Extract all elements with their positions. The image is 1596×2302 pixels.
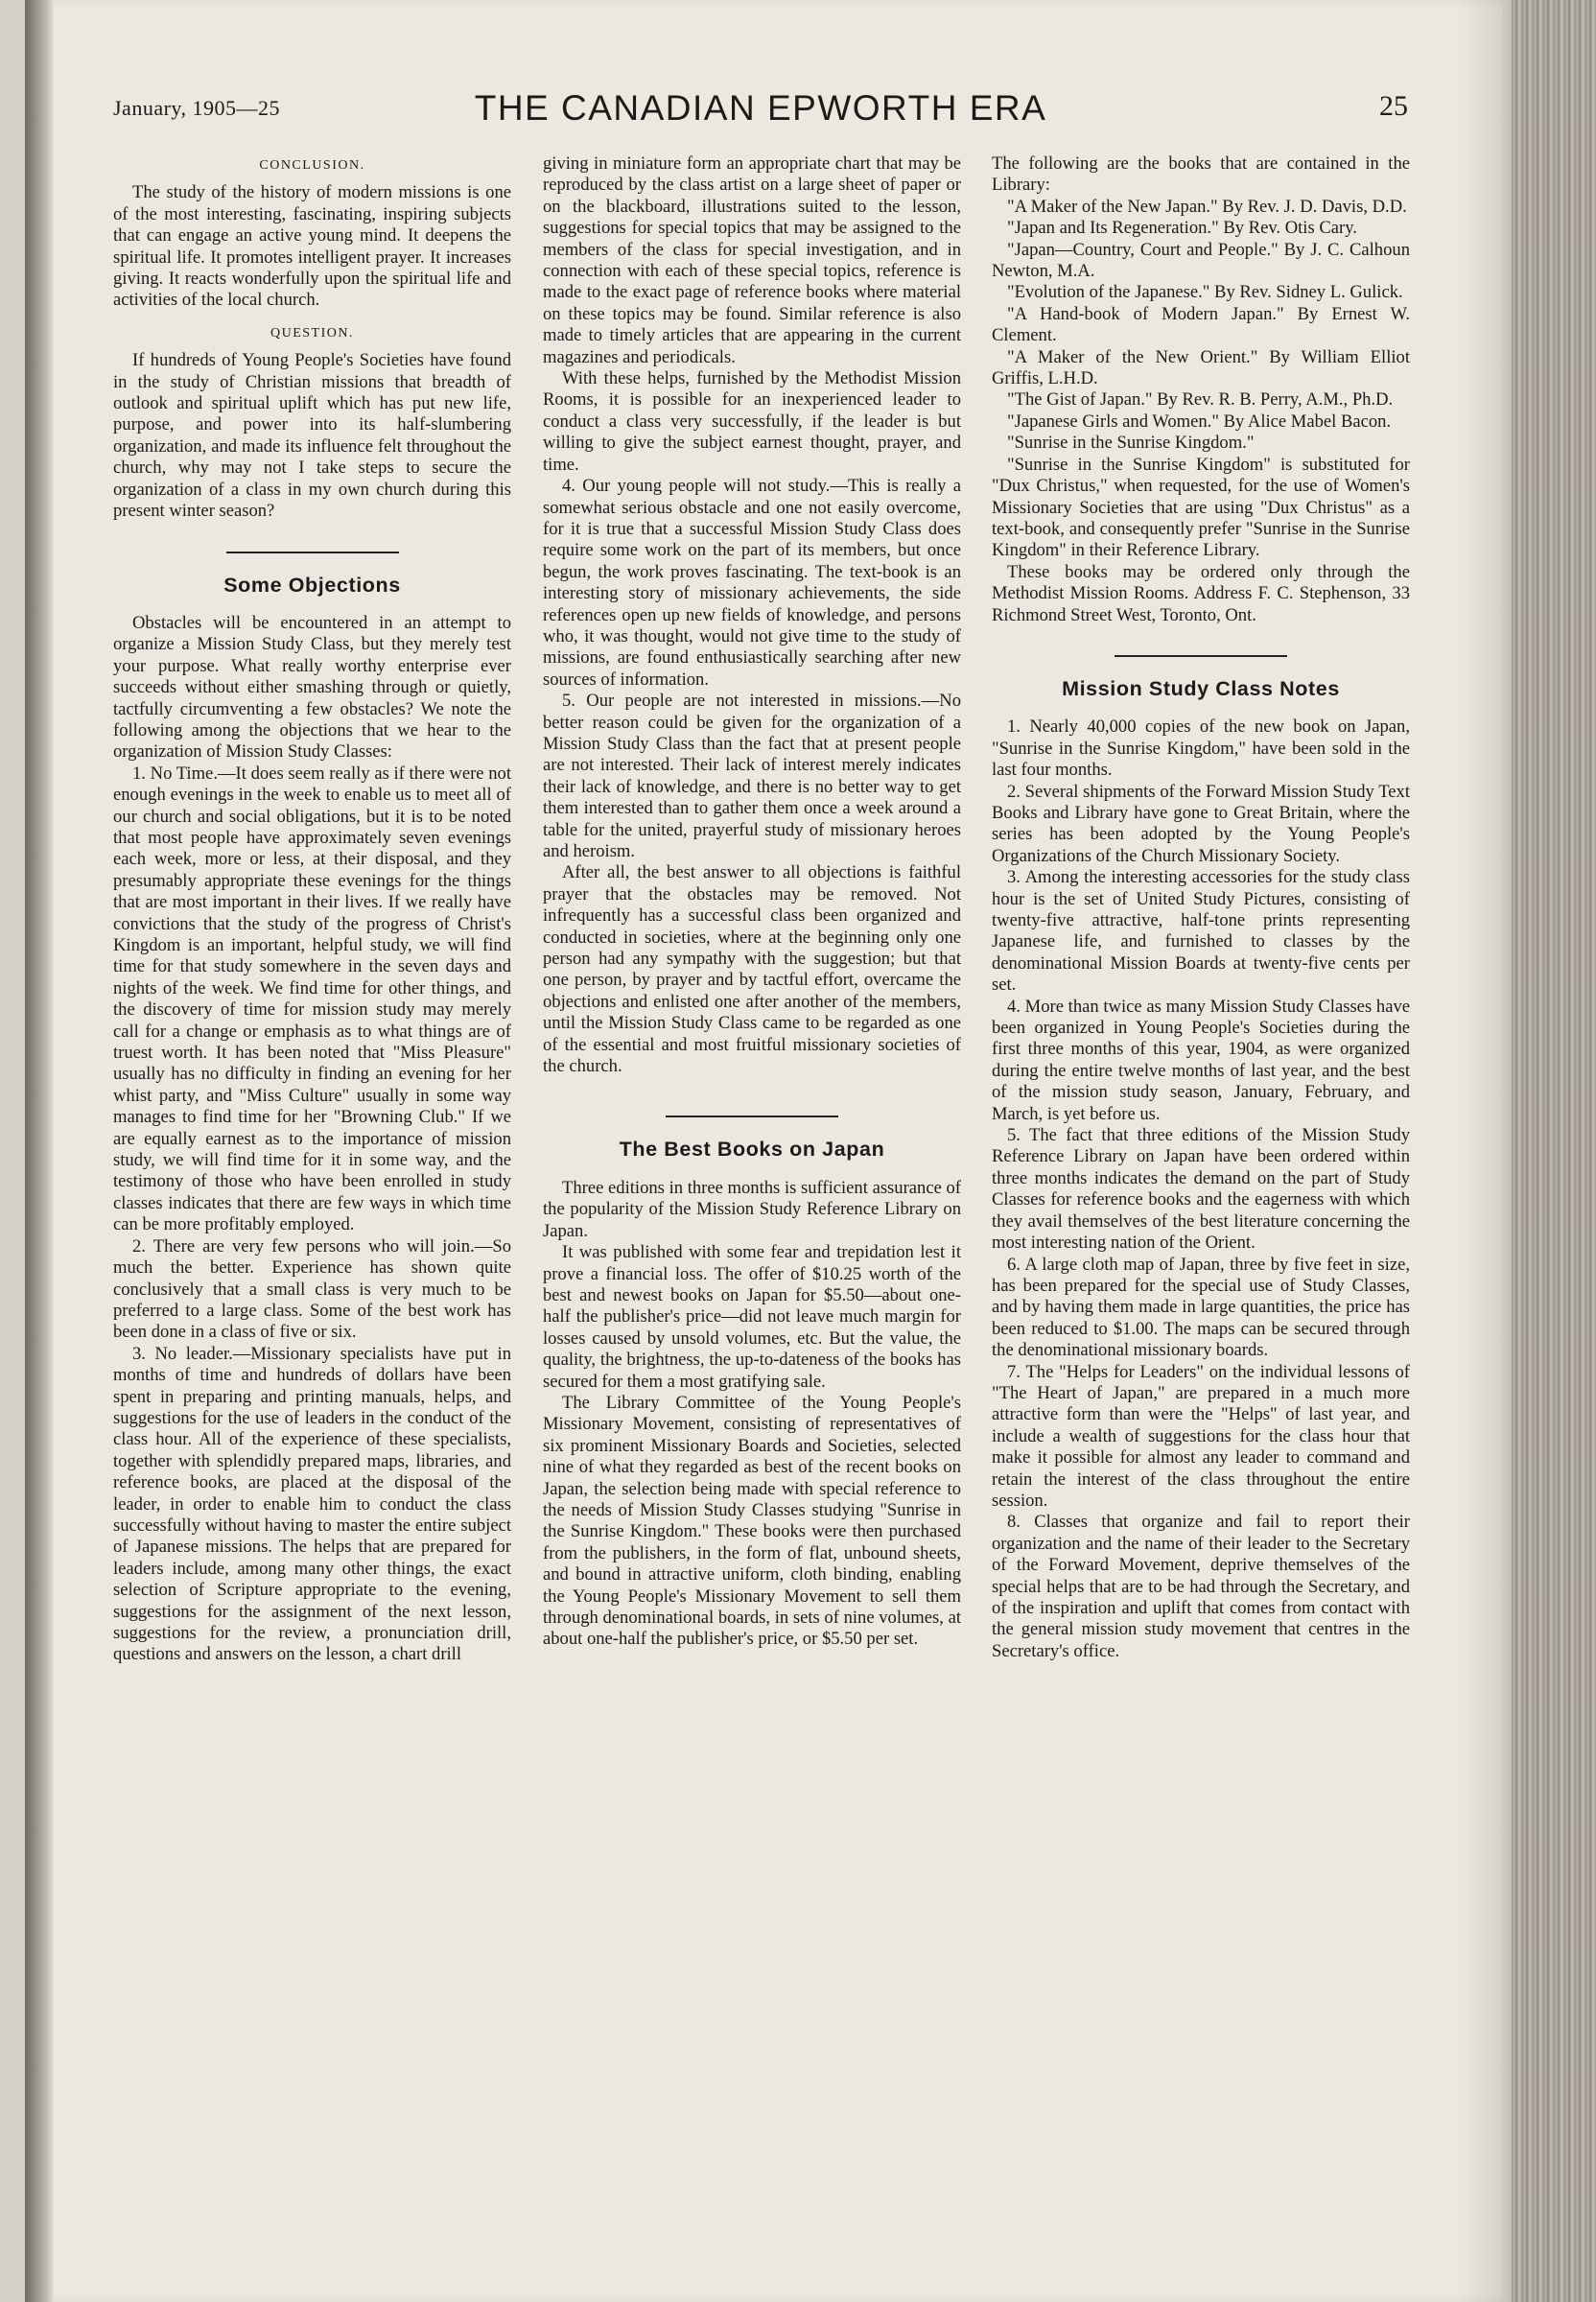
- objection-5: 5. Our people are not interested in missions.—No better reason could be given for the organization of a Mission Study Class than the fact that at present people are not interested. Their lack of interest merely indicates their lack of knowledge, and there is no better way to get them interested than to gather them once a week around a table for the united, prayerful study of missionary heroes and heroism.: [543, 691, 961, 861]
- note-2: 2. Several shipments of the Forward Mission Study Text Books and Library have gone to Great Britain, where the series has been adopted by the Young People's Organizations of the Church Missionary Society.: [992, 781, 1410, 866]
- objections-intro: Obstacles will be encountered in an attempt to organize a Mission Study Class, but they merely test your purpose. What really worthy enterprise ever succeeds without either smashing through or quietly, tactfully circumventing a few obstacles? We note the following among the objections that we hear to the organization of Mission Study Classes:: [113, 612, 511, 763]
- books-intro: The following are the books that are contained in the Library:: [992, 153, 1410, 196]
- column-1: [113, 153, 511, 1666]
- book-list-item: "A Hand-book of Modern Japan." By Ernest W. Clement.: [992, 303, 1410, 346]
- book-binding-edge: [1512, 0, 1596, 2302]
- note-3: 3. Among the interesting accessories for the study class hour is the set of United Study Pictures, consisting of twenty-five attractive, half-tone prints representing Japanese life, and furnished to classes by the denominational Mission Boards at twenty-five cents per set.: [992, 867, 1410, 996]
- question-paragraph: If hundreds of Young People's Societies have found in the study of Christian missions that breadth of outlook and spiritual uplift which has put new life, purpose, and power into its half-slumbering organization, and made its influence felt throughout the church, why may not I take steps to secure the organization of a class in my own church during this present winter season?: [113, 350, 511, 522]
- objection-2: 2. There are very few persons who will join.—So much the better. Experience has shown quite conclusively that a small class is very much to be preferred to a large class. Some of the best work has been done in a class of five or six.: [113, 1235, 511, 1343]
- book-list-item: "Evolution of the Japanese." By Rev. Sidney L. Gulick.: [1007, 282, 1403, 303]
- books-paragraph-3: The Library Committee of the Young People's Missionary Movement, consisting of representatives of six prominent Missionary Boards and Societies, selected nine of what they regarded as best of the recent books on Japan, the selection being made with special reference to the needs of Mission Study Classes studying "Sunrise in the Sunrise Kingdom." These books were then purchased from the publishers, in the form of flat, unbound sheets, and bound in attractive uniform, cloth binding, enabling the Young People's Missionary Movement to sell them through denominational boards, in sets of nine volumes, at about one-half the publisher's price, or $5.50 per set.: [543, 1392, 961, 1650]
- book-list-item: "Sunrise in the Sunrise Kingdom.": [1007, 433, 1255, 454]
- note-5: 5. The fact that three editions of the Mission Study Reference Library on Japan have been ordered within three months indicates the demand on the part of Study Classes for reference books and the eagerness with which they avail themselves of the best literature concerning the most interesting nation of the Orient.: [992, 1125, 1410, 1254]
- section-divider: [1115, 655, 1287, 657]
- binding-shadow: [1458, 0, 1515, 2302]
- note-1: 1. Nearly 40,000 copies of the new book on Japan, "Sunrise in the Sunrise Kingdom," have been sold in the last four months.: [992, 716, 1410, 781]
- section-divider: [666, 1116, 838, 1117]
- page-left-edge: [25, 0, 54, 2302]
- books-paragraph-1: Three editions in three months is sufficient assurance of the popularity of the Mission Study Reference Library on Japan.: [543, 1177, 961, 1241]
- section-divider: [226, 552, 399, 553]
- books-paragraph-2: It was published with some fear and trepidation lest it prove a financial loss. The offer of $10.25 worth of the best and newest books on Japan for $5.50—about one-half the publisher's price—did not leave much margin for losses caused by unsold volumes, etc. But the value, the quality, the brightness, the up-to-dateness of the books has secured for them a most gratifying sale.: [543, 1242, 961, 1392]
- note-7: 7. The "Helps for Leaders" on the individual lessons of "The Heart of Japan," are prepared in a much more attractive form than were the "Helps" of last year, and include a wealth of suggestions for the class hour that make it possible for almost any leader to command and retain the interest of the class throughout the entire session.: [992, 1361, 1410, 1511]
- page-header: [113, 88, 1408, 127]
- objection-3-continuation: giving in miniature form an appropriate chart that may be reproduced by the class artist on a large sheet of paper or on the blackboard, illustrations suited to the lesson, suggestions for special topics that may be assigned to the members of the class for special investigation, and in connection with each of these special topics, reference is made to the exact page of reference books where material on these topics may be found. Similar reference is also made to timely articles that are appearing in the current magazines and periodicals.: [543, 153, 961, 367]
- book-list-item: "The Gist of Japan." By Rev. R. B. Perry, A.M., Ph.D.: [1007, 389, 1394, 411]
- mission-study-notes-title: Mission Study Class Notes: [1062, 676, 1340, 700]
- objection-3: 3. No leader.—Missionary specialists have put in months of time and hundreds of dollars have been spent in preparing and printing manuals, helps, and suggestions for the use of leaders in the conduct of the class hour. All of the experience of these specialists, together with splendidly prepared maps, libraries, and reference books, are placed at the disposal of the leader, in order to enable him to conduct the class successfully without having to master the entire subject of Japanese missions. The helps that are prepared for leaders include, among many other things, the exact selection of Scripture appropriate to the evening, suggestions for the assignment of the next lesson, suggestions for the review, a pronunciation drill, questions and answers on the lesson, a chart drill: [113, 1343, 511, 1665]
- issue-date: January, 1905—25: [113, 96, 280, 120]
- magazine-title: THE CANADIAN EPWORTH ERA: [474, 88, 1047, 128]
- some-objections-title: Some Objections: [223, 573, 401, 597]
- question-heading: QUESTION.: [270, 325, 354, 341]
- book-list-item: "Japan and Its Regeneration." By Rev. Otis Cary.: [1007, 218, 1357, 239]
- after-all-paragraph: After all, the best answer to all objections is faithful prayer that the obstacles may be removed. Not infrequently has a successful class been organized and conducted in societies, where at the beginning only one person had any sympathy with the suggestion; but that one person, by prayer and by tactful effort, overcame the objections and enlisted one after another of the members, until the Mission Study Class came to be regarded as one of the essential and most fruitful missionary societies of the church.: [543, 862, 961, 1077]
- note-6: 6. A large cloth map of Japan, three by five feet in size, has been prepared for the special use of Study Classes, and by having them made in large quantities, the price has been reduced to $1.00. The maps can be secured through the denominational missionary boards.: [992, 1254, 1410, 1361]
- book-list-item: "Japan—Country, Court and People." By J. C. Calhoun Newton, M.A.: [992, 239, 1410, 282]
- conclusion-heading: CONCLUSION.: [259, 158, 365, 173]
- dux-christus-paragraph: "Sunrise in the Sunrise Kingdom" is substituted for "Dux Christus," when requested, for the use of Women's Missionary Societies that are using "Dux Christus" as a text-book, and consequently prefer "Sunrise in the Sunrise Kingdom" in their Reference Library.: [992, 454, 1410, 561]
- objection-1: 1. No Time.—It does seem really as if there were not enough evenings in the week to enable us to meet all of our church and social obligations, but it is to be noted that most people have approximately seven evenings each week, more or less, at their disposal, and they presumably appropriate these evenings for the things that are most important in their lives. If we really have convictions that the study of the progress of Christ's Kingdom is an important, helpful study, we will find time for that study somewhere in the seven days and nights of the week. We find time for other things, and the discovery of time for mission study may merely call for a change or emphasis as to what things are of truest worth. It has been noted that "Miss Pleasure" usually has no difficulty in finding an evening for her whist party, and "Miss Culture" usually in some way manages to find time for her "Browning Club." If we are equally earnest as to the importance of mission study, we will find time for it in some way, and the testimony of those who have been enrolled in study classes indicates that there are few ways in which time can be more profitably employed.: [113, 763, 511, 1235]
- column-3: [992, 153, 1410, 1662]
- book-list-item: "A Maker of the New Orient." By William Elliot Griffis, L.H.D.: [992, 346, 1410, 389]
- conclusion-paragraph: The study of the history of modern missions is one of the most interesting, fascinating, inspiring subjects that can engage an active young mind. It deepens the spiritual life. It promotes intelligent prayer. It increases giving. It reacts wonderfully upon the spiritual life and activities of the local church.: [113, 182, 511, 311]
- best-books-title: The Best Books on Japan: [619, 1138, 885, 1162]
- note-8: 8. Classes that organize and fail to report their organization and the name of their leader to the Secretary of the Forward Movement, deprive themselves of the special helps that are to be had through the Secretary, and of the inspiration and uplift that comes from contact with the general mission study movement that centres in the Secretary's office.: [992, 1512, 1410, 1661]
- book-list-item: "A Maker of the New Japan." By Rev. J. D. Davis, D.D.: [1007, 196, 1407, 217]
- page-number: 25: [1379, 90, 1408, 122]
- column-2: [543, 153, 961, 1651]
- objection-4: 4. Our young people will not study.—This is really a somewhat serious obstacle and one not easily overcome, for it is true that a successful Mission Study Class does require some work on the part of its members, but once begun, the work proves fascinating. The text-book is an interesting story of missionary achievements, the side references open up new fields of knowledge, and persons who, it was thought, would not give time to the study of missions, are found enthusiastically searching after new sources of information.: [543, 476, 961, 690]
- note-4: 4. More than twice as many Mission Study Classes have been organized in Young People's Societies during the first three months of this year, 1904, as were organized during the entire twelve months of last year, and the best of the mission study season, January, February, and March, is yet before us.: [992, 996, 1410, 1124]
- helps-paragraph: With these helps, furnished by the Methodist Mission Rooms, it is possible for an inexperienced leader to conduct a class very successfully, if the leader is but willing to give the subject earnest thought, prayer, and time.: [543, 368, 961, 475]
- book-list-item: "Japanese Girls and Women." By Alice Mabel Bacon.: [1007, 411, 1392, 432]
- order-note: These books may be ordered only through the Methodist Mission Rooms. Address F. C. Stephenson, 33 Richmond Street West, Toronto, Ont.: [992, 561, 1410, 625]
